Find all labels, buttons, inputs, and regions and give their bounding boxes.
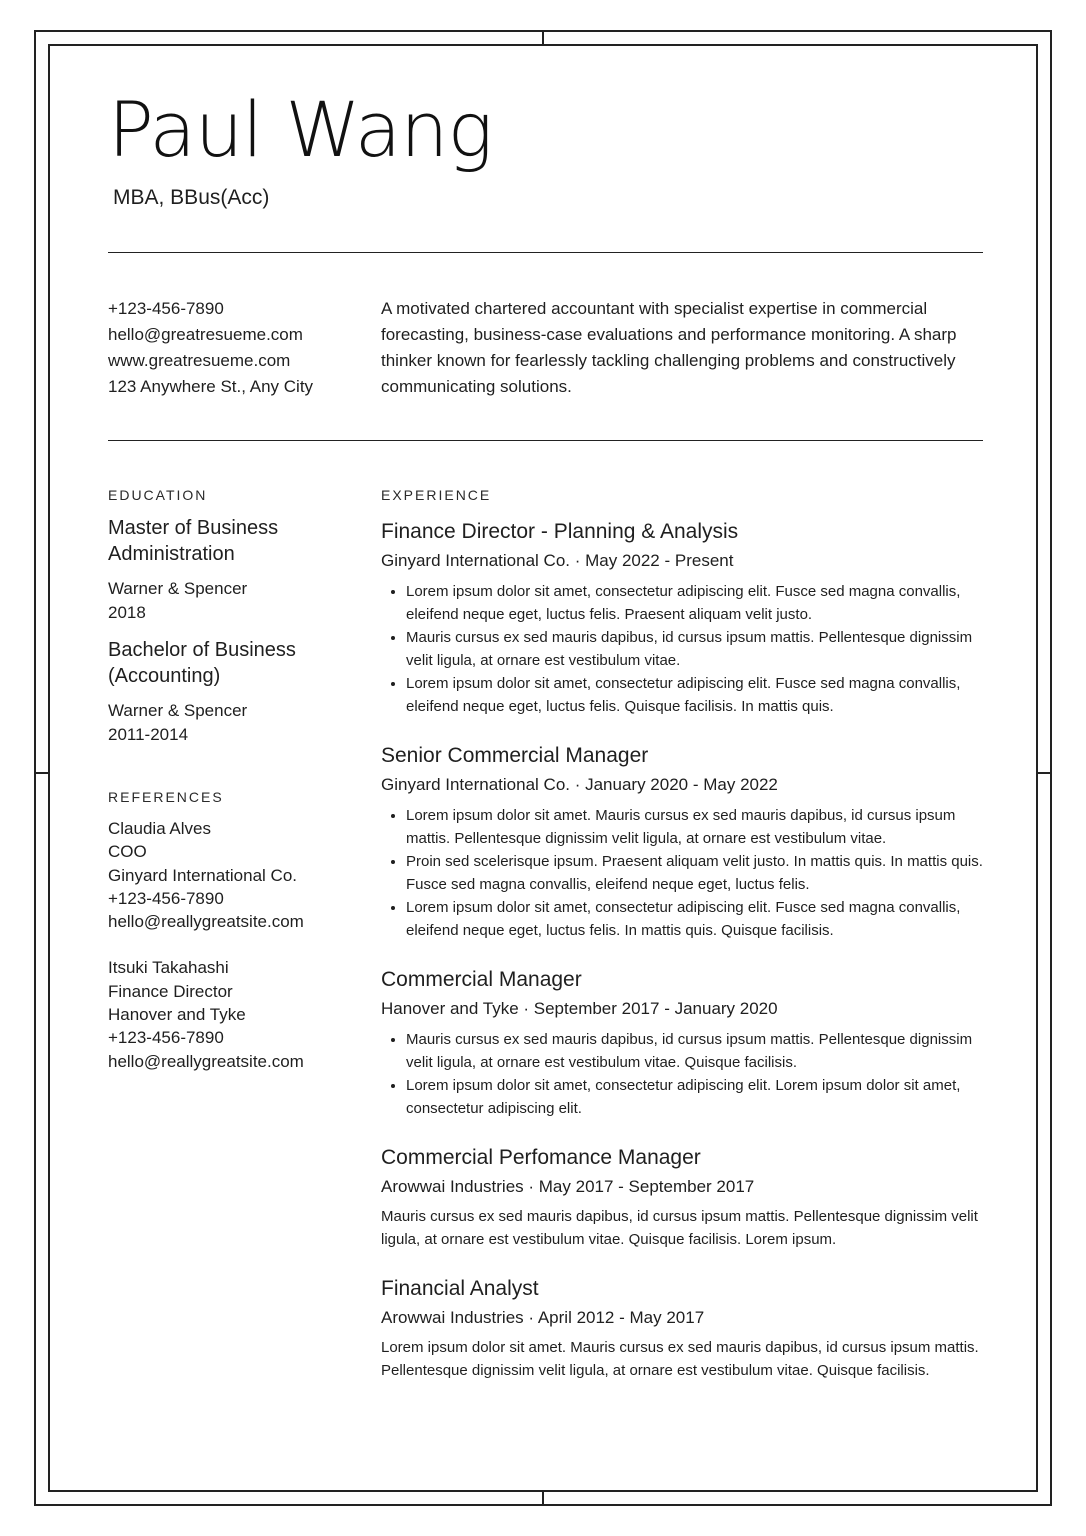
profile-summary: A motivated chartered accountant with specialist expertise in commercial forecasting, business-case evaluations and performance monitoring. A sharp thinker known for fearlessly tackling challenging problems and constructively communicating solutions. <box>381 299 957 396</box>
job-bullet: • Proin sed scelerisque ipsum. Praesent aliquam velit justo. In mattis quis. In mattis quis. Fusce sed magna convallis, eleifend neque eget, luctus felis. <box>406 850 983 896</box>
experience-item <box>381 1275 983 1382</box>
job-bullet: • Lorem ipsum dolor sit amet, consectetur adipiscing elit. Fusce sed magna convallis, eleifend neque eget, luctus felis. Quisque facilisis. In mattis quis. <box>406 672 983 718</box>
job-bullet: • Lorem ipsum dolor sit amet, consectetur adipiscing elit. Fusce sed magna convallis, eleifend neque eget, luctus felis. In mattis quis. Quisque facilisis. <box>406 896 983 942</box>
job-title: Commercial Manager <box>381 968 582 991</box>
education-school: Warner & Spencer <box>108 579 248 598</box>
left-column <box>108 487 358 1073</box>
job-bullet: • Lorem ipsum dolor sit amet, consectetur adipiscing elit. Fusce sed magna convallis, eleifend neque eget, luctus felis. Praesent aliquam velit justo. <box>406 580 983 626</box>
reference-email: hello@reallygreatsite.com <box>108 1051 304 1071</box>
job-bullets <box>381 1028 983 1120</box>
reference-email: hello@reallygreatsite.com <box>108 912 304 932</box>
job-description: Mauris cursus ex sed mauris dapibus, id cursus ipsum mattis. Pellentesque dignissim velit ligula, at ornare est vestibulum vitae. Quisque facilisis. Lorem ipsum. <box>381 1208 978 1248</box>
education-heading: EDUCATION <box>108 487 208 503</box>
experience-item <box>381 1144 983 1251</box>
reference-company: Ginyard International Co. <box>108 865 297 885</box>
contact-email: hello@greatresueme.com <box>108 325 303 344</box>
reference-company: Hanover and Tyke <box>108 1005 246 1025</box>
reference-item <box>108 817 358 933</box>
frame-tick-bottom <box>542 1491 544 1506</box>
job-meta: Arowwai Industries · May 2017 - September 2017 <box>381 1177 755 1196</box>
reference-role: COO <box>108 842 147 862</box>
contact-block <box>108 296 313 400</box>
experience-item <box>381 742 983 942</box>
job-description: Lorem ipsum dolor sit amet. Mauris cursus ex sed mauris dapibus, id cursus ipsum mattis. Pellentesque dignissim velit ligula, at ornare est vestibulum vitae. Quisque facilisis. <box>381 1339 979 1379</box>
experience-item <box>381 518 983 718</box>
experience-item <box>381 966 983 1120</box>
job-bullet: • Mauris cursus ex sed mauris dapibus, id cursus ipsum mattis. Pellentesque dignissim velit ligula, at ornare est vestibulum vitae. Quisque facilisis. <box>406 1028 983 1074</box>
job-title: Finance Director - Planning & Analysis <box>381 520 739 543</box>
frame-tick-right <box>1037 772 1052 774</box>
reference-item <box>108 956 358 1072</box>
contact-phone: +123-456-7890 <box>108 299 224 318</box>
reference-phone: +123-456-7890 <box>108 888 224 908</box>
divider-top <box>108 252 983 253</box>
job-title: Financial Analyst <box>381 1277 539 1300</box>
education-years: 2018 <box>108 603 146 622</box>
references-heading: REFERENCES <box>108 789 224 805</box>
education-degree: Master of Business Administration <box>108 517 279 565</box>
reference-name: Itsuki Takahashi <box>108 958 229 978</box>
education-years: 2011-2014 <box>108 725 189 744</box>
contact-address: 123 Anywhere St., Any City <box>108 377 314 396</box>
education-details <box>108 577 358 625</box>
contact-website: www.greatresueme.com <box>108 351 291 370</box>
education-degree: Bachelor of Business (Accounting) <box>108 639 296 687</box>
divider-middle <box>108 440 983 441</box>
experience-heading: EXPERIENCE <box>381 487 492 503</box>
job-title: Senior Commercial Manager <box>381 744 649 767</box>
reference-phone: +123-456-7890 <box>108 1028 224 1048</box>
job-meta: Arowwai Industries · April 2012 - May 2017 <box>381 1308 705 1327</box>
frame-tick-left <box>34 772 49 774</box>
job-bullets <box>381 804 983 942</box>
education-item <box>108 515 358 625</box>
frame-tick-top <box>542 30 544 45</box>
job-meta: Ginyard International Co. · May 2022 - Present <box>381 551 734 570</box>
job-bullet: • Lorem ipsum dolor sit amet. Mauris cursus ex sed mauris dapibus, id cursus ipsum mattis. Pellentesque dignissim velit ligula, at ornare est vestibulum vitae. <box>406 804 983 850</box>
reference-role: Finance Director <box>108 981 233 1001</box>
education-school: Warner & Spencer <box>108 701 248 720</box>
job-bullet: • Lorem ipsum dolor sit amet, consectetur adipiscing elit. Lorem ipsum dolor sit amet, consectetur adipiscing elit. <box>406 1074 983 1120</box>
resume-credentials: MBA, BBus(Acc) <box>113 186 270 209</box>
job-title: Commercial Perfomance Manager <box>381 1146 701 1169</box>
job-meta: Ginyard International Co. · January 2020 - May 2022 <box>381 775 778 794</box>
education-item <box>108 637 358 747</box>
right-column <box>381 487 983 1406</box>
resume-name: Paul Wang <box>108 85 493 174</box>
reference-name: Claudia Alves <box>108 819 212 838</box>
education-details <box>108 699 358 747</box>
job-meta: Hanover and Tyke · September 2017 - January 2020 <box>381 999 778 1018</box>
job-bullet: • Mauris cursus ex sed mauris dapibus, id cursus ipsum mattis. Pellentesque dignissim velit ligula, at ornare est vestibulum vitae. <box>406 626 983 672</box>
job-bullets <box>381 580 983 718</box>
